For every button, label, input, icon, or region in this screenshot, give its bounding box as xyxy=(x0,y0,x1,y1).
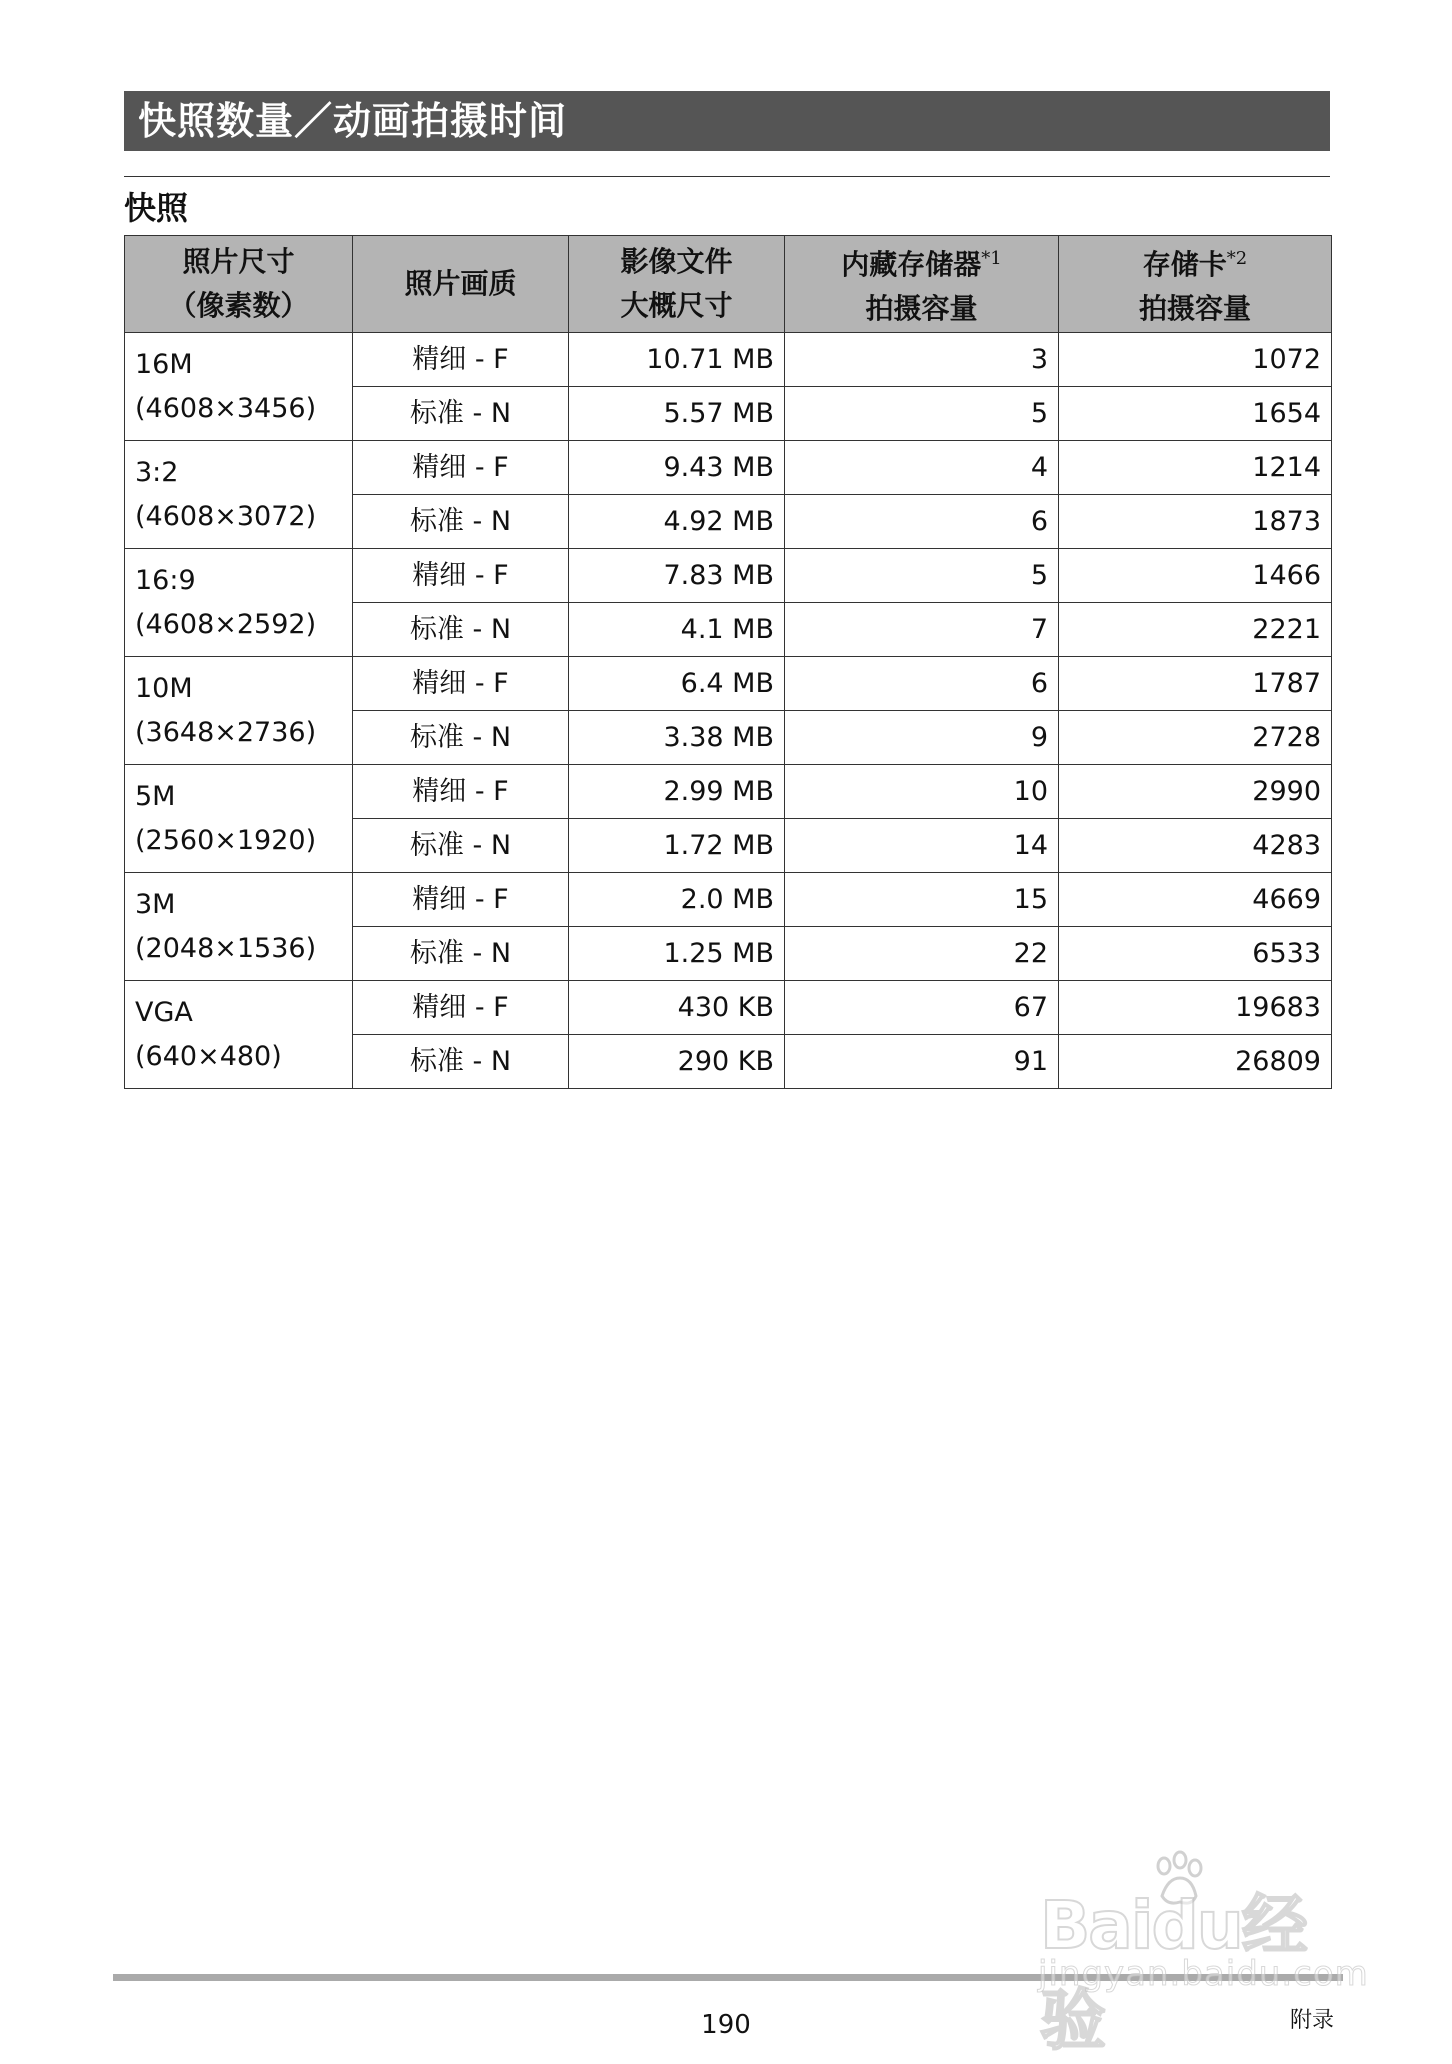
image-quality-cell: 标准 - N xyxy=(353,711,569,765)
header-line: 拍摄容量 xyxy=(1138,292,1251,325)
table-row xyxy=(125,549,1332,603)
pixel-count: (4608×2592) xyxy=(135,608,317,640)
internal-memory-count-cell: 7 xyxy=(785,603,1059,657)
header-internal-memory xyxy=(785,236,1059,333)
pixel-count: (4608×3072) xyxy=(135,500,317,532)
file-size-cell: 5.57 MB xyxy=(569,387,785,441)
internal-memory-count-cell: 4 xyxy=(785,441,1059,495)
table-row xyxy=(125,765,1332,819)
file-size-cell: 3.38 MB xyxy=(569,711,785,765)
image-quality-cell: 标准 - N xyxy=(353,819,569,873)
file-size-cell: 10.71 MB xyxy=(569,333,785,387)
memory-card-count-cell: 2990 xyxy=(1059,765,1332,819)
memory-card-count-cell: 6533 xyxy=(1059,927,1332,981)
file-size-cell: 7.83 MB xyxy=(569,549,785,603)
header-line: 大概尺寸 xyxy=(620,289,733,322)
table-body xyxy=(125,333,1332,1089)
watermark-url: jingyan.baidu.com xyxy=(1038,1954,1369,1994)
internal-memory-count-cell: 14 xyxy=(785,819,1059,873)
image-quality-cell: 精细 - F xyxy=(353,549,569,603)
header-file-size xyxy=(569,236,785,333)
image-size-label: 16:9 xyxy=(135,564,196,596)
internal-memory-count-cell: 15 xyxy=(785,873,1059,927)
table-row xyxy=(125,657,1332,711)
table-header-row xyxy=(125,236,1332,333)
image-quality-cell: 标准 - N xyxy=(353,927,569,981)
internal-memory-count-cell: 67 xyxy=(785,981,1059,1035)
header-image-quality xyxy=(353,236,569,333)
image-size-cell xyxy=(125,657,353,765)
header-line: 照片尺寸 xyxy=(182,245,295,278)
image-quality-cell: 精细 - F xyxy=(353,873,569,927)
file-size-cell: 290 KB xyxy=(569,1035,785,1089)
memory-card-count-cell: 4283 xyxy=(1059,819,1332,873)
image-size-cell xyxy=(125,873,353,981)
pixel-count: (4608×3456) xyxy=(135,392,317,424)
file-size-cell: 2.0 MB xyxy=(569,873,785,927)
watermark-logo: Baidu经验 xyxy=(1040,1887,1306,2059)
image-size-cell xyxy=(125,441,353,549)
table-row xyxy=(125,333,1332,387)
image-size-label: VGA xyxy=(135,996,193,1028)
memory-card-count-cell: 2728 xyxy=(1059,711,1332,765)
image-quality-cell: 精细 - F xyxy=(353,765,569,819)
memory-card-count-cell: 1072 xyxy=(1059,333,1332,387)
title-divider xyxy=(124,176,1330,177)
internal-memory-count-cell: 6 xyxy=(785,657,1059,711)
file-size-cell: 1.25 MB xyxy=(569,927,785,981)
image-quality-cell: 精细 - F xyxy=(353,981,569,1035)
internal-memory-count-cell: 5 xyxy=(785,387,1059,441)
memory-card-count-cell: 26809 xyxy=(1059,1035,1332,1089)
file-size-cell: 9.43 MB xyxy=(569,441,785,495)
page-title: 快照数量／动画拍摄时间 xyxy=(124,91,1330,151)
header-image-size xyxy=(125,236,353,333)
memory-card-count-cell: 1654 xyxy=(1059,387,1332,441)
image-size-cell xyxy=(125,981,353,1089)
image-quality-cell: 标准 - N xyxy=(353,603,569,657)
memory-card-count-cell: 19683 xyxy=(1059,981,1332,1035)
image-quality-cell: 精细 - F xyxy=(353,333,569,387)
internal-memory-count-cell: 9 xyxy=(785,711,1059,765)
snapshot-capacity-table xyxy=(124,235,1332,1089)
header-line: 影像文件 xyxy=(620,245,733,278)
image-quality-cell: 标准 - N xyxy=(353,387,569,441)
image-quality-cell: 精细 - F xyxy=(353,441,569,495)
file-size-cell: 430 KB xyxy=(569,981,785,1035)
internal-memory-count-cell: 22 xyxy=(785,927,1059,981)
memory-card-count-cell: 1873 xyxy=(1059,495,1332,549)
image-quality-cell: 标准 - N xyxy=(353,1035,569,1089)
header-line: 照片画质 xyxy=(404,267,517,300)
image-size-label: 10M xyxy=(135,672,193,704)
image-quality-cell: 精细 - F xyxy=(353,657,569,711)
image-size-cell xyxy=(125,549,353,657)
header-line: （像素数） xyxy=(168,289,309,322)
memory-card-count-cell: 2221 xyxy=(1059,603,1332,657)
file-size-cell: 6.4 MB xyxy=(569,657,785,711)
file-size-cell: 1.72 MB xyxy=(569,819,785,873)
footnote-marker: *1 xyxy=(981,248,1002,269)
table-row xyxy=(125,441,1332,495)
section-label: 附录 xyxy=(1290,2008,1335,2033)
pixel-count: (3648×2736) xyxy=(135,716,317,748)
internal-memory-count-cell: 91 xyxy=(785,1035,1059,1089)
internal-memory-count-cell: 5 xyxy=(785,549,1059,603)
internal-memory-count-cell: 6 xyxy=(785,495,1059,549)
internal-memory-count-cell: 3 xyxy=(785,333,1059,387)
header-memory-card xyxy=(1059,236,1332,333)
table-row xyxy=(125,873,1332,927)
image-size-label: 3M xyxy=(135,888,176,920)
memory-card-count-cell: 1787 xyxy=(1059,657,1332,711)
header-line: 内藏存储器 xyxy=(841,248,982,281)
header-line: 存储卡 xyxy=(1142,248,1227,281)
memory-card-count-cell: 1466 xyxy=(1059,549,1332,603)
internal-memory-count-cell: 10 xyxy=(785,765,1059,819)
image-size-label: 5M xyxy=(135,780,176,812)
memory-card-count-cell: 4669 xyxy=(1059,873,1332,927)
memory-card-count-cell: 1214 xyxy=(1059,441,1332,495)
header-line: 拍摄容量 xyxy=(865,292,978,325)
image-quality-cell: 标准 - N xyxy=(353,495,569,549)
file-size-cell: 4.92 MB xyxy=(569,495,785,549)
file-size-cell: 2.99 MB xyxy=(569,765,785,819)
file-size-cell: 4.1 MB xyxy=(569,603,785,657)
footnote-marker: *2 xyxy=(1226,248,1248,269)
image-size-cell xyxy=(125,333,353,441)
image-size-label: 16M xyxy=(135,348,193,380)
pixel-count: (2560×1920) xyxy=(135,824,317,856)
page-number: 190 xyxy=(701,2010,751,2040)
image-size-label: 3:2 xyxy=(135,456,179,488)
table-row xyxy=(125,981,1332,1035)
image-size-cell xyxy=(125,765,353,873)
section-heading: 快照 xyxy=(124,189,189,227)
pixel-count: (640×480) xyxy=(135,1040,282,1072)
pixel-count: (2048×1536) xyxy=(135,932,317,964)
